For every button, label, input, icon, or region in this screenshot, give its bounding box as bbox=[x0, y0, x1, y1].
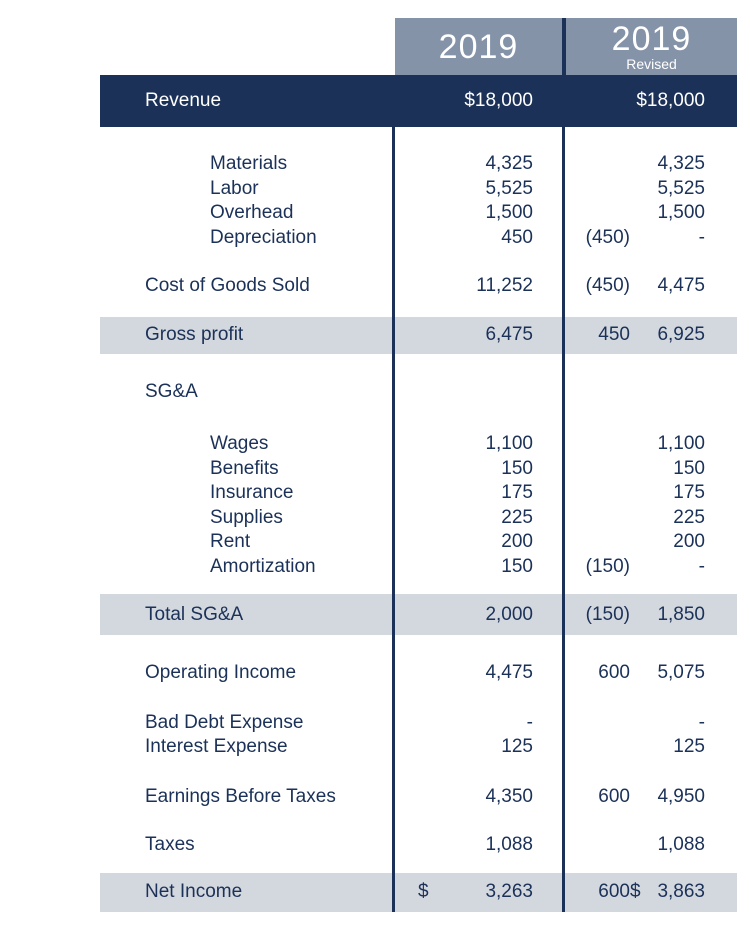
col-2019-value-text: 1,100 bbox=[485, 433, 533, 455]
col-2019-value-text: 6,475 bbox=[485, 324, 533, 345]
col-2019-value-text: 1,088 bbox=[485, 834, 533, 856]
col-2019-value bbox=[393, 604, 565, 626]
table-row-interest bbox=[100, 735, 737, 760]
col-2019-revised-value bbox=[630, 786, 737, 808]
adjustment-value-text: (150) bbox=[585, 603, 630, 625]
col-2019-revised-value-text: - bbox=[698, 711, 705, 733]
header-column-divider bbox=[562, 18, 566, 75]
col-2019-revised-value bbox=[630, 153, 737, 175]
currency-symbol: $ bbox=[418, 881, 429, 902]
col-2019-revised-value bbox=[630, 458, 737, 480]
adjustment-value bbox=[565, 275, 630, 297]
col-2019-revised-value bbox=[630, 531, 737, 553]
col-2019-revised-value-text: 225 bbox=[673, 506, 705, 528]
col-2019-value bbox=[393, 202, 565, 224]
row-label: Interest Expense bbox=[145, 736, 288, 758]
col-2019-value bbox=[393, 458, 565, 480]
col-2019-revised-value bbox=[630, 227, 737, 249]
adjustment-value bbox=[565, 881, 630, 903]
col-2019-value bbox=[393, 834, 565, 856]
row-label: Taxes bbox=[145, 834, 195, 856]
col-2019-value bbox=[393, 786, 565, 808]
row-label: Insurance bbox=[210, 482, 294, 504]
col-2019-value-text: 2,000 bbox=[485, 603, 533, 625]
col-2019-value-text: $18,000 bbox=[464, 90, 533, 111]
table-row-gross_profit bbox=[100, 317, 737, 354]
col-2019-value bbox=[393, 482, 565, 504]
col-2019-revised-value-text: 4,475 bbox=[657, 275, 705, 297]
col-2019-revised-value-text: 6,925 bbox=[657, 324, 705, 345]
row-label: Net Income bbox=[145, 881, 243, 902]
col-2019-value bbox=[393, 712, 565, 734]
adjustment-value-text: 600 bbox=[598, 881, 630, 902]
adjustment-value bbox=[565, 324, 630, 346]
col-2019-revised-value-text: 125 bbox=[673, 736, 705, 758]
col-2019-value bbox=[393, 90, 565, 112]
col-2019-revised-value bbox=[630, 881, 737, 903]
col-2019-revised-value bbox=[630, 178, 737, 200]
table-row-cogs bbox=[100, 274, 737, 299]
column-divider-right bbox=[562, 127, 565, 912]
col-2019-revised-value bbox=[630, 604, 737, 626]
row-label: Depreciation bbox=[210, 226, 317, 248]
table-row-benefits bbox=[100, 457, 737, 482]
row-label: Materials bbox=[210, 153, 288, 175]
row-label: Total SG&A bbox=[145, 603, 244, 625]
table-row-amortization bbox=[100, 555, 737, 580]
table-row-total_sga bbox=[100, 594, 737, 635]
adjustment-value-text: (450) bbox=[585, 226, 630, 248]
col-2019-value-text: 200 bbox=[501, 531, 533, 553]
row-label: Bad Debt Expense bbox=[145, 711, 304, 733]
row-label: Operating Income bbox=[145, 662, 297, 684]
col-2019-revised-value bbox=[630, 662, 737, 684]
col-2019-value-text: - bbox=[526, 711, 533, 733]
col-2019-value bbox=[393, 324, 565, 346]
col-2019-revised-value bbox=[630, 202, 737, 224]
adjustment-value bbox=[565, 662, 630, 684]
column-header-2019-revised-year: 2019 bbox=[611, 20, 692, 58]
table-row-labor bbox=[100, 177, 737, 202]
col-2019-revised-value bbox=[630, 834, 737, 856]
table-row-insurance bbox=[100, 481, 737, 506]
row-label: Cost of Goods Sold bbox=[145, 275, 310, 297]
adjustment-value bbox=[565, 786, 630, 808]
row-label: Wages bbox=[210, 433, 269, 455]
adjustment-value bbox=[565, 227, 630, 249]
col-2019-revised-value-text: 150 bbox=[673, 457, 705, 479]
col-2019-revised-value-text: 1,850 bbox=[657, 603, 705, 625]
table-row-sga bbox=[100, 380, 737, 405]
column-header-2019-revised bbox=[566, 18, 737, 75]
col-2019-value-text: 3,263 bbox=[485, 881, 533, 902]
currency-symbol: $ bbox=[630, 881, 641, 902]
row-label: Labor bbox=[210, 177, 259, 199]
col-2019-revised-value-text: 4,325 bbox=[657, 153, 705, 175]
col-2019-revised-value-text: 175 bbox=[673, 482, 705, 504]
col-2019-value-text: 150 bbox=[501, 457, 533, 479]
row-label: Overhead bbox=[210, 202, 294, 224]
table-row-net_income bbox=[100, 873, 737, 912]
col-2019-revised-value bbox=[630, 507, 737, 529]
col-2019-value bbox=[393, 227, 565, 249]
col-2019-revised-value bbox=[630, 433, 737, 455]
table-row-materials bbox=[100, 152, 737, 177]
table-row-revenue bbox=[100, 75, 737, 127]
col-2019-revised-value-text: $18,000 bbox=[636, 90, 705, 111]
row-label: Benefits bbox=[210, 457, 279, 479]
adjustment-value-text: 600 bbox=[598, 785, 630, 807]
col-2019-value bbox=[393, 433, 565, 455]
row-label: Supplies bbox=[210, 506, 283, 528]
column-header-2019-year: 2019 bbox=[438, 27, 519, 66]
col-2019-value-text: 450 bbox=[501, 226, 533, 248]
table-row-operating_income bbox=[100, 661, 737, 686]
table-row-supplies bbox=[100, 506, 737, 531]
col-2019-value-text: 4,475 bbox=[485, 662, 533, 684]
col-2019-value-text: 5,525 bbox=[485, 177, 533, 199]
table-row-bad_debt bbox=[100, 711, 737, 736]
col-2019-revised-value bbox=[630, 324, 737, 346]
col-2019-revised-value-text: 5,525 bbox=[657, 177, 705, 199]
col-2019-value bbox=[393, 881, 565, 903]
col-2019-revised-value-text: 5,075 bbox=[657, 662, 705, 684]
col-2019-value-text: 1,500 bbox=[485, 202, 533, 224]
row-label: Earnings Before Taxes bbox=[145, 785, 336, 807]
col-2019-revised-value-text: 1,500 bbox=[657, 202, 705, 224]
table-row-depreciation bbox=[100, 226, 737, 251]
col-2019-value-text: 175 bbox=[501, 482, 533, 504]
table-row-ebt bbox=[100, 785, 737, 810]
row-label: Amortization bbox=[210, 555, 316, 577]
col-2019-revised-value-text: 4,950 bbox=[657, 785, 705, 807]
col-2019-revised-value bbox=[630, 736, 737, 758]
col-2019-revised-value-text: 1,100 bbox=[657, 433, 705, 455]
col-2019-value bbox=[393, 275, 565, 297]
col-2019-value-text: 4,350 bbox=[485, 785, 533, 807]
col-2019-revised-value-text: - bbox=[698, 555, 705, 577]
col-2019-revised-value bbox=[630, 556, 737, 578]
table-row-overhead bbox=[100, 201, 737, 226]
column-header-2019 bbox=[395, 18, 562, 75]
col-2019-value bbox=[393, 531, 565, 553]
table-row-wages bbox=[100, 432, 737, 457]
col-2019-value-text: 150 bbox=[501, 555, 533, 577]
table-row-taxes bbox=[100, 833, 737, 858]
col-2019-revised-value-text: 1,088 bbox=[657, 834, 705, 856]
col-2019-revised-value-text: 200 bbox=[673, 531, 705, 553]
col-2019-value bbox=[393, 153, 565, 175]
col-2019-value bbox=[393, 507, 565, 529]
row-label: Gross profit bbox=[145, 324, 244, 345]
column-header-revised-label: Revised bbox=[626, 56, 677, 72]
col-2019-revised-value bbox=[630, 90, 737, 112]
col-2019-revised-value-text: 3,863 bbox=[657, 881, 705, 902]
col-2019-value-text: 125 bbox=[501, 736, 533, 758]
table-row-rent bbox=[100, 530, 737, 555]
adjustment-value-text: 450 bbox=[598, 324, 630, 345]
col-2019-value bbox=[393, 662, 565, 684]
row-label: SG&A bbox=[145, 380, 198, 402]
col-2019-value bbox=[393, 736, 565, 758]
col-2019-revised-value bbox=[630, 275, 737, 297]
col-2019-value-text: 225 bbox=[501, 506, 533, 528]
adjustment-value-text: (450) bbox=[585, 275, 630, 297]
adjustment-value bbox=[565, 556, 630, 578]
adjustment-value-text: (150) bbox=[585, 555, 630, 577]
adjustment-value-text: 600 bbox=[598, 662, 630, 684]
col-2019-value bbox=[393, 178, 565, 200]
column-divider-left bbox=[392, 127, 395, 912]
col-2019-revised-value-text: - bbox=[698, 226, 705, 248]
col-2019-revised-value bbox=[630, 712, 737, 734]
col-2019-value-text: 11,252 bbox=[476, 275, 533, 297]
row-label: Rent bbox=[210, 531, 251, 553]
col-2019-revised-value bbox=[630, 482, 737, 504]
col-2019-value bbox=[393, 556, 565, 578]
col-2019-value-text: 4,325 bbox=[485, 153, 533, 175]
income-statement-table bbox=[100, 75, 737, 912]
adjustment-value bbox=[565, 604, 630, 626]
row-label: Revenue bbox=[145, 90, 222, 111]
